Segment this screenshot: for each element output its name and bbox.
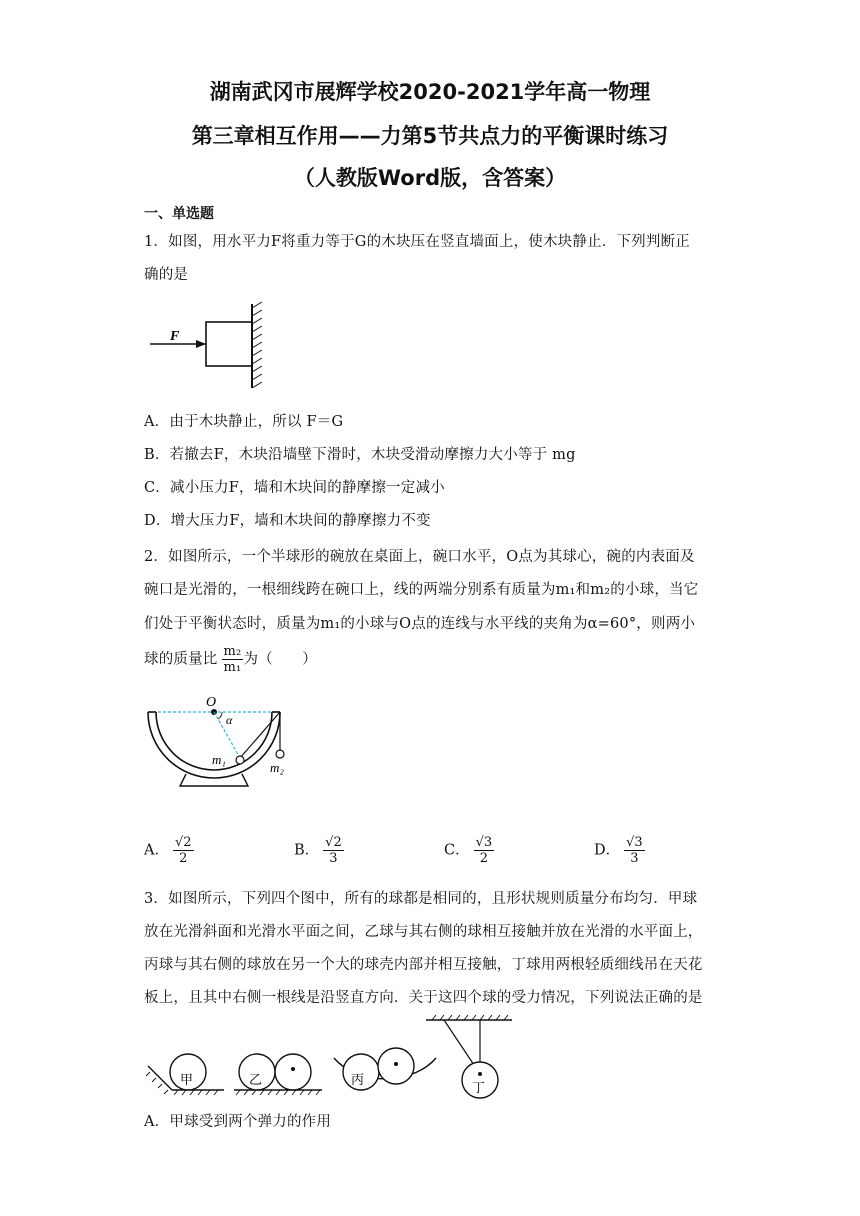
ball-m2 xyxy=(276,750,284,758)
frac-den: 2 xyxy=(179,851,188,866)
q2-line4-prefix: 球的质量比 xyxy=(144,651,218,668)
option-label: D． xyxy=(594,842,621,859)
doc-title-line2: 第三章相互作用——力第5节共点力的平衡课时练习 xyxy=(191,124,669,148)
frac-num: √2 xyxy=(174,835,192,850)
label-ding: 丁 xyxy=(472,1081,486,1096)
label-o: O xyxy=(206,695,217,710)
doc-title-line3: （人教版Word版，含答案） xyxy=(293,166,567,190)
q1-option-b[interactable]: B．若撤去F，木块沿墙壁下滑时，木块受滑动摩擦力大小等于 mg xyxy=(144,447,576,463)
frac-num: √2 xyxy=(325,835,342,850)
q1-option-a[interactable]: A．由于木块静止，所以 F＝G xyxy=(144,414,344,430)
ball-jia-scene xyxy=(146,1054,224,1095)
q2-figure-bowl xyxy=(144,694,304,790)
option-fraction xyxy=(173,835,194,866)
q2-line2: 碗口是光滑的，一根细线跨在碗口上，线的两端分别系有质量为m₁和m₂的小球，当它 xyxy=(144,582,699,598)
bowl-base xyxy=(180,774,248,786)
label-alpha: α xyxy=(226,713,233,727)
q3-line4: 板上，且其中右侧一根线是沿竖直方向．关于这四个球的受力情况，下列说法正确的是 xyxy=(144,990,703,1006)
wood-block xyxy=(206,322,252,366)
q3-line1: 3．如图所示，下列四个图中，所有的球都是相同的，且形状规则质量分布均匀．甲球 xyxy=(144,891,698,907)
bowl-outer xyxy=(148,712,280,778)
label-yi: 乙 xyxy=(249,1073,263,1088)
frac-den: 2 xyxy=(479,851,489,866)
q1-line2: 确的是 xyxy=(144,267,189,283)
force-arrowhead xyxy=(196,340,206,348)
label-m2: m₂ xyxy=(270,760,284,775)
ball-bing-scene xyxy=(334,1048,436,1090)
label-bing: 丙 xyxy=(351,1073,365,1088)
q2-line4 xyxy=(144,644,317,675)
q2-option-d[interactable] xyxy=(594,835,645,866)
option-label: C． xyxy=(444,842,470,859)
string-inside xyxy=(240,712,280,758)
q1-figure-block-wall xyxy=(144,300,274,392)
mass-ratio-fraction xyxy=(222,644,244,675)
string-left xyxy=(444,1020,476,1068)
force-label: F xyxy=(170,329,180,344)
frac-num: √3 xyxy=(475,835,493,850)
option-fraction xyxy=(323,835,344,866)
section-heading: 一、单选题 xyxy=(144,206,214,222)
frac-den: 3 xyxy=(630,851,639,866)
ball-ding-scene xyxy=(426,1015,512,1098)
q3-line2: 放在光滑斜面和光滑水平面之间，乙球与其右侧的球相互接触并放在光滑的水平面上， xyxy=(144,924,703,940)
q2-option-b[interactable] xyxy=(294,835,344,866)
q2-option-c[interactable] xyxy=(444,835,494,866)
frac-num: √3 xyxy=(626,835,643,850)
q1-option-c[interactable]: C．减小压力F，墙和木块间的静摩擦一定减小 xyxy=(144,480,445,496)
q2-line4-suffix: 为（ ） xyxy=(243,651,317,668)
ball-yi-right xyxy=(275,1054,311,1090)
wall-hatch xyxy=(252,302,262,388)
q2-line1: 2．如图所示，一个半球形的碗放在桌面上，碗口水平，O点为其球心，碗的内表面及 xyxy=(144,549,695,565)
ball-yi-scene xyxy=(234,1054,322,1095)
q3-line3: 丙球与其右侧的球放在另一个大的球壳内部并相互接触，丁球用两根轻质细线吊在天花 xyxy=(144,957,703,973)
ball-m1 xyxy=(236,756,244,764)
frac-den: 3 xyxy=(329,851,338,866)
label-m1: m₁ xyxy=(212,752,226,767)
option-label: B． xyxy=(294,842,320,859)
q2-line3: 们处于平衡状态时，质量为m₁的小球与O点的连线与水平线的夹角为α=60°，则两小 xyxy=(144,616,696,632)
q2-option-a[interactable] xyxy=(144,835,194,866)
option-label: A． xyxy=(144,842,169,859)
option-fraction xyxy=(624,835,645,866)
q1-option-d[interactable]: D．增大压力F，墙和木块间的静摩擦力不变 xyxy=(144,513,431,529)
option-fraction xyxy=(474,835,495,866)
mass-ratio-num: m₂ xyxy=(223,644,242,659)
q3-option-a[interactable]: A．甲球受到两个弹力的作用 xyxy=(144,1114,332,1130)
q1-line1: 1．如图，用水平力F将重力等于G的木块压在竖直墙面上，使木块静止．下列判断正 xyxy=(144,234,690,250)
mass-ratio-den: m₁ xyxy=(223,660,242,675)
angle-arc xyxy=(218,712,222,719)
doc-title-line1: 湖南武冈市展辉学校2020-2021学年高一物理 xyxy=(209,80,651,104)
label-jia: 甲 xyxy=(180,1073,194,1088)
q3-figure-four-balls xyxy=(144,1012,524,1104)
